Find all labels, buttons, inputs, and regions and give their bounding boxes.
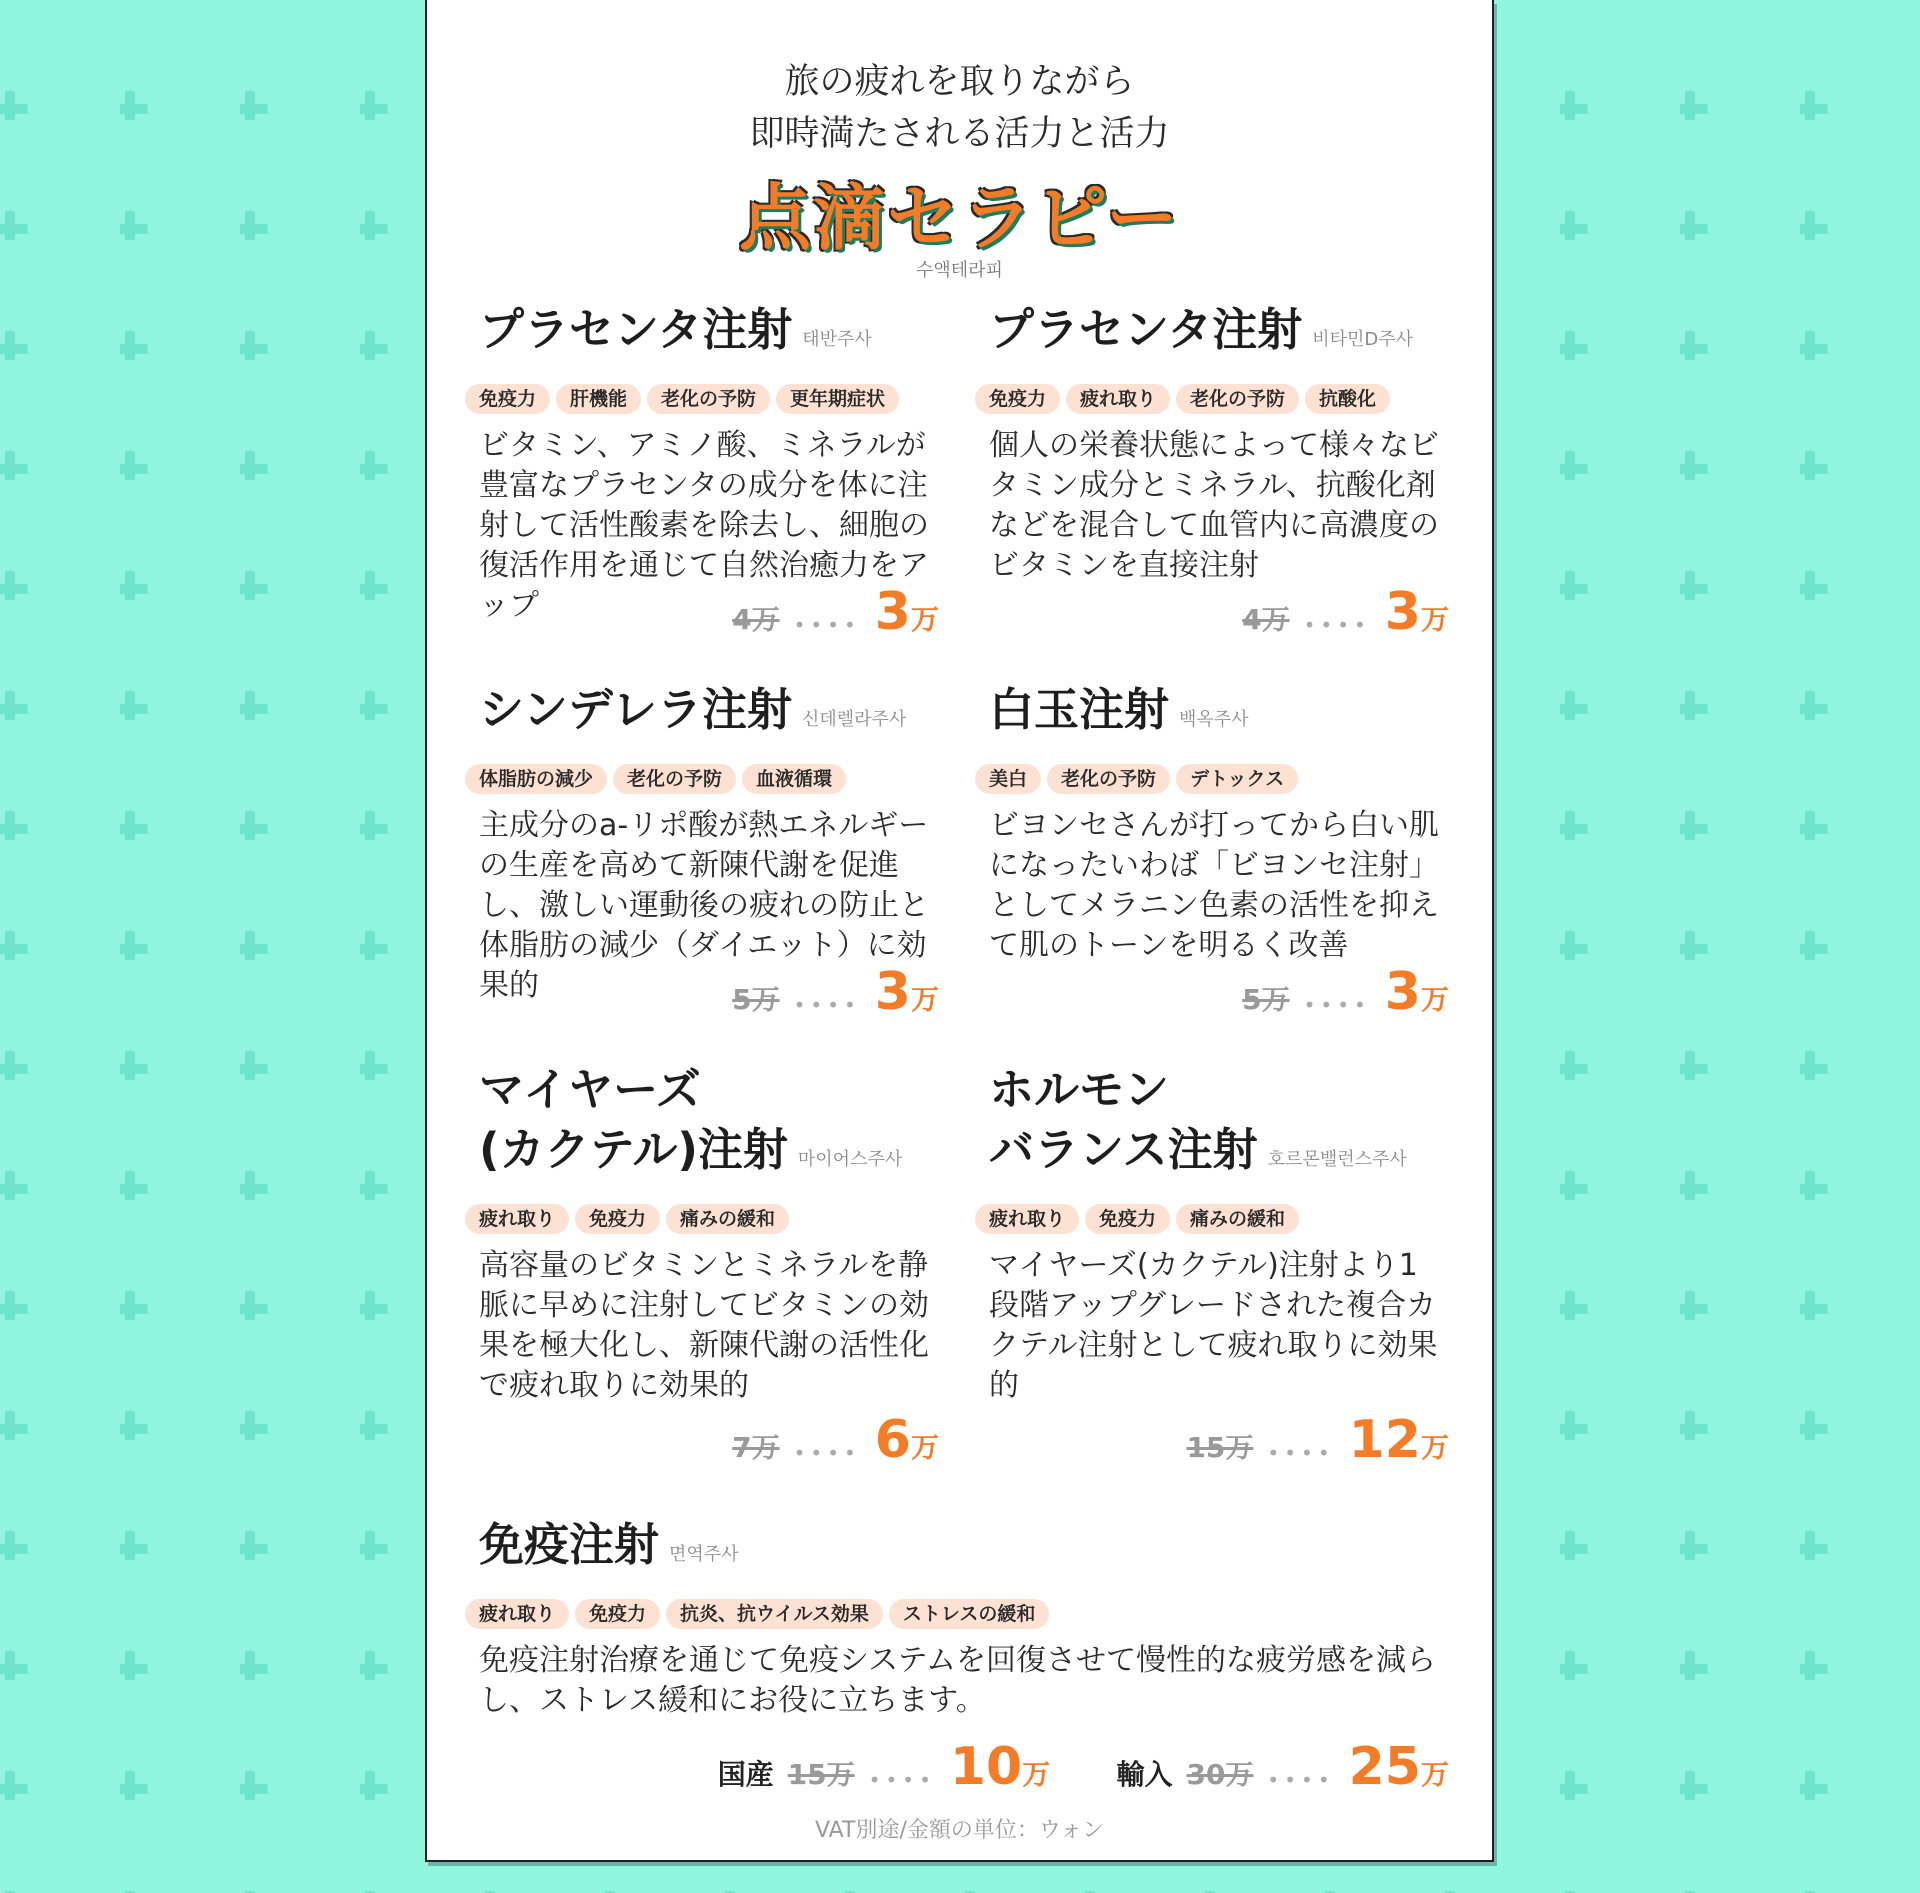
treatment-description: マイヤーズ(カクテル)注射より1段階アップグレードされた複合カクテル注射として疲れ取りに効果的 <box>989 1248 1438 1403</box>
tag: 老化の予防 <box>613 764 736 794</box>
treatment-placenta <box>479 300 939 642</box>
treatment-description: 高容量のビタミンとミネラルを静脈に早めに注射してビタミンの効果を極大化し、新陳代謝の活性化で疲れ取りに効果的 <box>479 1248 929 1403</box>
treatment-title-line-1: ホルモン <box>989 1063 1170 1116</box>
treatment-description: 個人の栄養状態によって様々なビタミン成分とミネラル、抗酸化剤などを混合して血管内に高濃度のビタミンを直接注射 <box>989 428 1439 583</box>
treatment-immune <box>479 1515 1449 1797</box>
tag: 免疫力 <box>575 1599 660 1629</box>
treatment-description: ビタミン、アミノ酸、ミネラルが豊富なプラセンタの成分を体に注射して活性酸素を除去し、細胞の復活作用を通じて自然治癒力をアップ <box>479 428 929 623</box>
tag: 血液循環 <box>742 764 846 794</box>
tag: 免疫力 <box>575 1204 660 1234</box>
tag: 疲れ取り <box>1066 384 1170 414</box>
price-region-label: 国産 <box>717 1758 774 1791</box>
original-price: 5万 <box>732 983 780 1016</box>
treatment-cinderella <box>479 680 939 1022</box>
sale-price: 25 <box>1348 1737 1421 1797</box>
original-price: 30万 <box>1186 1758 1254 1791</box>
tag: デトックス <box>1176 764 1298 794</box>
tag: 美白 <box>975 764 1041 794</box>
intro-text <box>427 56 1492 160</box>
price-row: 15万 •••• 12万 <box>1186 1410 1449 1470</box>
menu-card <box>425 0 1494 1862</box>
tag: 疲れ取り <box>975 1204 1079 1234</box>
treatment-title: バランス注射 호르몬밸런스주사 <box>989 1123 1407 1176</box>
treatment-description: 主成分のa-リポ酸が熱エネルギーの生産を高めて新陳代謝を促進し、激しい運動後の疲れの防止と体脂肪の減少（ダイエット）に効果的 <box>479 808 929 1003</box>
treatment-description: ビヨンセさんが打ってから白い肌になったいわば「ビヨンセ注射」としてメラニン色素の活性を抑えて肌のトーンを明るく改善 <box>989 808 1439 963</box>
intro-line-1: 旅の疲れを取りながら <box>784 62 1135 102</box>
sale-price: 3 <box>1384 962 1421 1022</box>
treatment-vitamin-d <box>989 300 1449 642</box>
tag: ストレスの緩和 <box>889 1599 1049 1629</box>
tag-list <box>465 1204 939 1236</box>
tag: 免疫力 <box>1085 1204 1170 1234</box>
sale-price: 12 <box>1348 1410 1421 1470</box>
tag: 老化の予防 <box>1047 764 1170 794</box>
treatment-title: プラセンタ注射 비타민D주사 <box>989 303 1414 356</box>
sale-price: 3 <box>1384 582 1421 642</box>
tag: 更年期症状 <box>776 384 899 414</box>
price-row: 5万 •••• 3万 <box>732 962 939 1022</box>
tag: 肝機能 <box>556 384 641 414</box>
tag: 免疫力 <box>975 384 1060 414</box>
treatment-white-jade <box>989 680 1449 1022</box>
sale-price: 6 <box>874 1410 911 1470</box>
sale-price: 3 <box>874 962 911 1022</box>
treatment-title: 免疫注射 면역주사 <box>479 1518 739 1571</box>
tag-list <box>465 1599 1449 1631</box>
tag: 体脂肪の減少 <box>465 764 607 794</box>
tag: 老化の予防 <box>1176 384 1299 414</box>
treatment-myers <box>479 1060 939 1470</box>
treatment-title: (カクテル)注射 마이어스주사 <box>479 1123 903 1176</box>
original-price: 15万 <box>787 1758 855 1791</box>
tag: 抗酸化 <box>1305 384 1390 414</box>
price-row: 7万 •••• 6万 <box>732 1410 939 1470</box>
price-row: 4万 •••• 3万 <box>732 582 939 642</box>
tag-list <box>975 1204 1449 1236</box>
treatment-korean-name: 신데렐라주사 <box>801 709 907 730</box>
treatment-korean-name: 비타민D주사 <box>1312 329 1414 350</box>
tag: 抗炎、抗ウイルス効果 <box>666 1599 883 1629</box>
original-price: 4万 <box>1242 603 1290 636</box>
tag: 疲れ取り <box>465 1204 569 1234</box>
treatment-korean-name: 마이어스주사 <box>797 1149 903 1170</box>
original-price: 5万 <box>1242 983 1290 1016</box>
intro-line-2: 即時満たされる活力と活力 <box>749 114 1170 154</box>
treatment-korean-name: 태반주사 <box>802 329 872 350</box>
treatment-korean-name: 호르몬밸런스주사 <box>1267 1149 1407 1170</box>
treatment-title-line-1: マイヤーズ <box>479 1063 701 1116</box>
sale-price: 10 <box>949 1737 1023 1797</box>
treatment-title: プラセンタ注射 태반주사 <box>479 303 872 356</box>
tag-list <box>975 384 1449 416</box>
treatment-korean-name: 면역주사 <box>669 1544 739 1565</box>
original-price: 15万 <box>1186 1431 1254 1464</box>
price-region-label: 輸入 <box>1116 1758 1173 1791</box>
price-row: 4万 •••• 3万 <box>1242 582 1449 642</box>
hero-subtitle: 수액테라피 <box>916 260 1003 281</box>
tag-list <box>465 764 939 796</box>
tag-list <box>465 384 939 416</box>
tag-list <box>975 764 1449 796</box>
sale-price: 3 <box>874 582 911 642</box>
tag: 免疫力 <box>465 384 550 414</box>
treatment-title: シンデレラ注射 신데렐라주사 <box>479 683 907 736</box>
treatment-title: 白玉注射 백옥주사 <box>989 683 1249 736</box>
price-row: 5万 •••• 3万 <box>1242 962 1449 1022</box>
original-price: 7万 <box>732 1431 780 1464</box>
treatment-korean-name: 백옥주사 <box>1179 709 1249 730</box>
treatment-description: 免疫注射治療を通じて免疫システムを回復させて慢性的な疲労感を減らし、ストレス緩和にお役に立ちます。 <box>479 1643 1436 1718</box>
price-row: 国産 15万 •••• 10万 輸入 30万 •••• 25万 <box>717 1737 1449 1797</box>
original-price: 4万 <box>732 603 780 636</box>
footer-note: VAT別途/金額の単位：ウォン <box>815 1818 1104 1843</box>
tag: 痛みの緩和 <box>1176 1204 1299 1234</box>
hero-title: 点滴セラピー <box>738 176 1181 260</box>
treatment-hormone-balance <box>989 1060 1449 1470</box>
tag: 老化の予防 <box>647 384 770 414</box>
tag: 痛みの緩和 <box>666 1204 789 1234</box>
tag: 疲れ取り <box>465 1599 569 1629</box>
